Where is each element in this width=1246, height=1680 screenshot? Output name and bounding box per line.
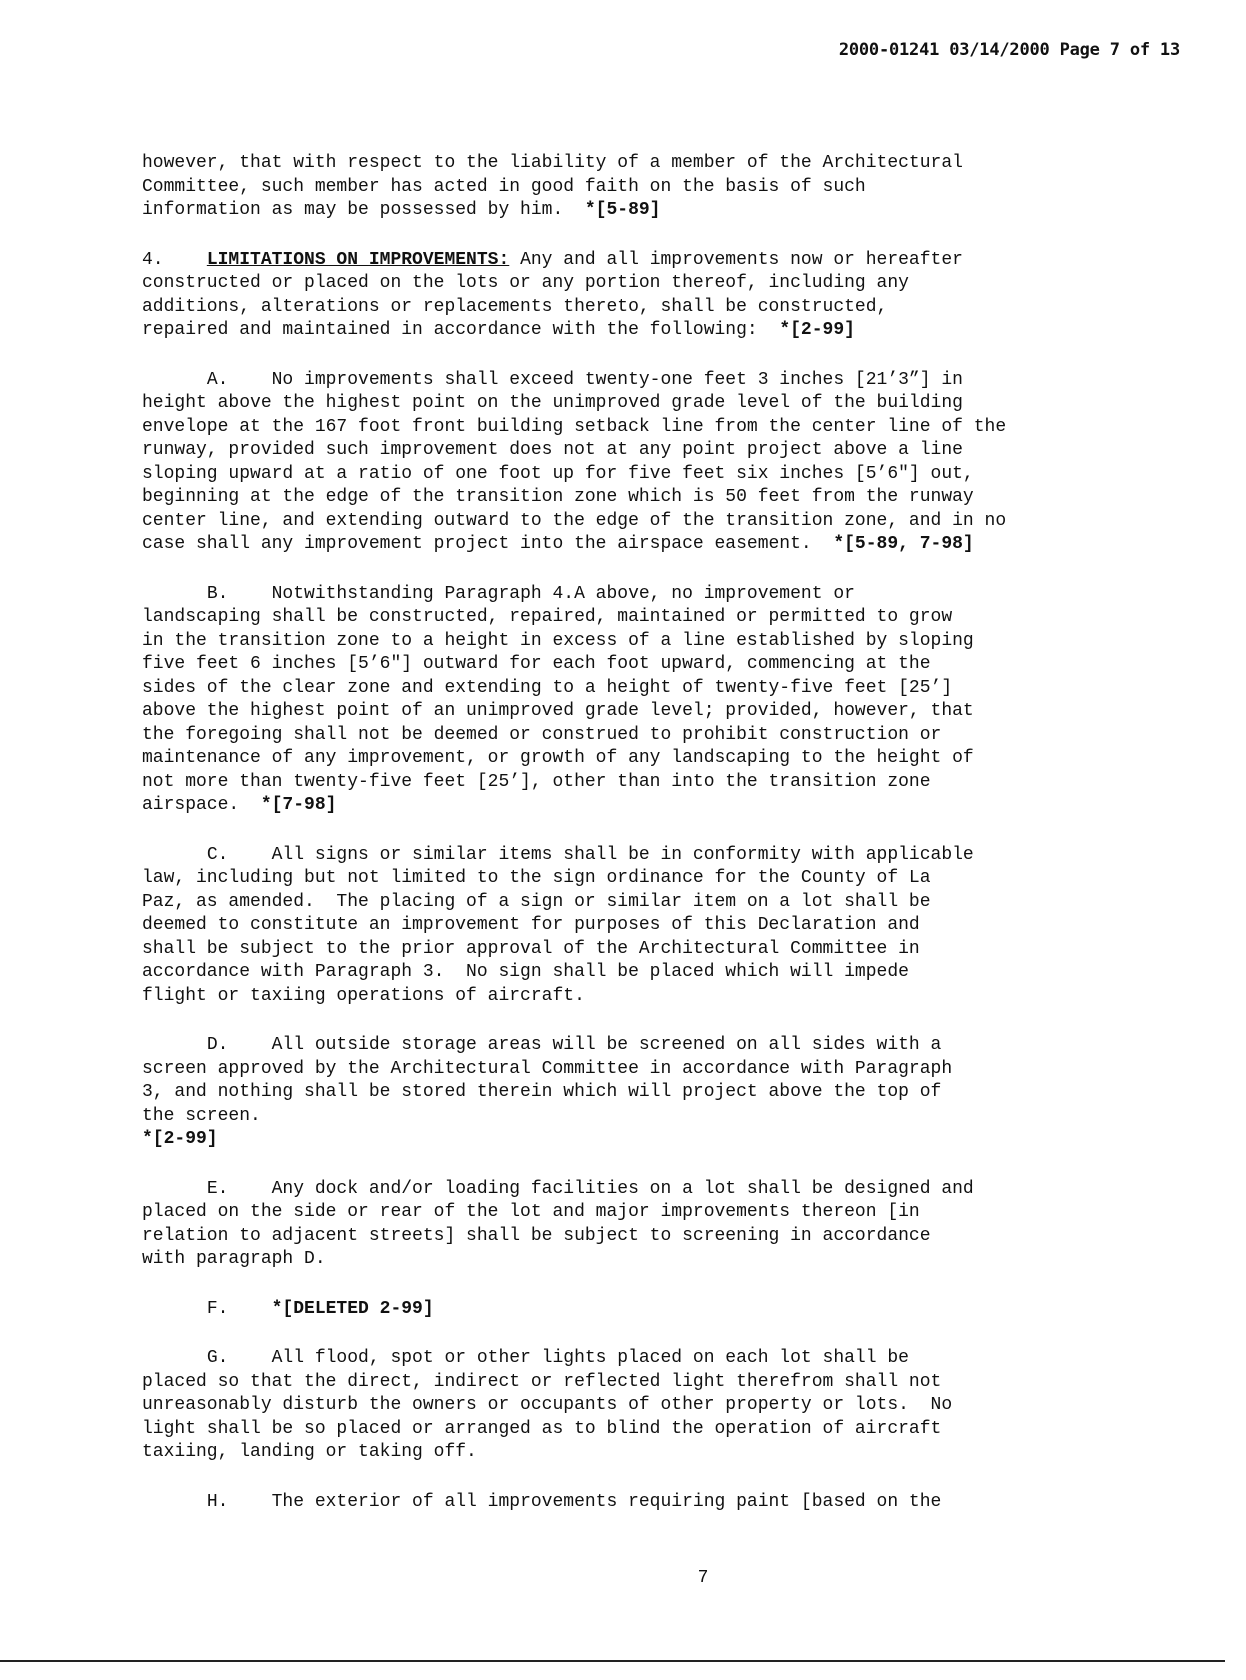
paragraph-4f <box>142 1298 1142 1322</box>
paragraph-4b <box>142 583 1142 818</box>
paragraph-4c <box>142 844 1142 1009</box>
page-number: 7 <box>697 1568 709 1588</box>
paragraph-text: B. Notwithstanding Paragraph 4.A above, no improvement or landscaping shall be constructed, repaired, maintained or permitted to grow in the transition zone to a height in excess of a line established by sloping five feet 6 inches [5’6"] outward for each foot upward, commencing at the sides of the clear zone and extending to a height of twenty-five feet [25’] above the highest point of an unimproved grade level; provided, however, that the foregoing shall not be deemed or construed to prohibit construction or maintenance of any improvement, or growth of any landscaping to the height of not more than twenty-five feet [25’], other than into the transition zone airspace. <box>142 583 974 815</box>
paragraph-text: A. No improvements shall exceed twenty-one feet 3 inches [21’3”] in height above the highest point on the unimproved grade level of the building envelope at the 167 foot front building setback line from the center line of the runway, provided such improvement does not at any point project above a line sloping upward at a ratio of one foot up for five feet six inches [5’6"] out, beginning at the edge of the transition zone which is 50 feet from the runway center line, and extending outward to the edge of the transition zone, and in no case shall any improvement project into the airspace easement. <box>142 369 1007 554</box>
amendment-tag: *[2-99] <box>142 1129 218 1149</box>
document-reference-header: 2000-01241 03/14/2000 Page 7 of 13 <box>838 40 1180 60</box>
paragraph-text: D. All outside storage areas will be screened on all sides with a screen approved by the Architectural Committee in accordance with Paragraph 3, and nothing shall be stored therein which will project above the top of the screen. <box>142 1035 953 1126</box>
paragraph-text: G. All flood, spot or other lights placed on each lot shall be placed so that the direct, indirect or reflected light therefrom shall not unreasonably disturb the owners or occupants of other property or lots. No light shall be so placed or arranged as to blind the operation of aircraft taxiing, landing or taking off. <box>142 1348 953 1462</box>
paragraph-text: H. The exterior of all improvements requiring paint [based on the <box>142 1491 942 1512</box>
amendment-tag: *[5-89] <box>584 200 661 220</box>
page-footer <box>0 1568 1246 1588</box>
paragraph-4d <box>142 1034 1142 1152</box>
paragraph-4h <box>142 1491 1142 1515</box>
paragraph-4 <box>142 249 1142 343</box>
amendment-tag: *[2-99] <box>779 320 855 340</box>
paragraph-4a <box>142 369 1142 557</box>
amendment-tag: *[DELETED 2-99] <box>271 1298 434 1319</box>
amendment-tag: *[7-98] <box>260 795 337 815</box>
bottom-rule <box>0 1660 1225 1662</box>
paragraph-number: 4. <box>142 249 207 270</box>
section-heading: LIMITATIONS ON IMPROVEMENTS: <box>206 249 510 270</box>
paragraph-text: F. <box>142 1298 272 1319</box>
document-body <box>142 152 1142 1540</box>
paragraph-text: however, that with respect to the liability of a member of the Architectural Committee, such member has acted in good faith on the basis of such information as may be possessed by him. <box>142 153 963 220</box>
amendment-tag: *[5-89, 7-98] <box>833 534 974 554</box>
paragraph-text: C. All signs or similar items shall be in conformity with applicable law, including but not limited to the sign ordinance for the County of La Paz, as amended. The placing of a sign or similar item on a lot shall be deemed to constitute an improvement for purposes of this Declaration and shall be subject to the prior approval of the Architectural Committee in accordance with Paragraph 3. No sign shall be placed which will impede flight or taxiing operations of aircraft. <box>142 844 974 1006</box>
paragraph-4g <box>142 1347 1142 1465</box>
paragraph-text: Any and all improvements now or hereafter constructed or placed on the lots or any portion thereof, including any additions, alterations or replacements thereto, shall be constructed, repaired and maintained in accordance with the following: <box>142 249 963 340</box>
paragraph-text: E. Any dock and/or loading facilities on a lot shall be designed and placed on the side or rear of the lot and major improvements thereon [in relation to adjacent streets] shall be subject to screening in accordance with paragraph D. <box>142 1178 974 1269</box>
paragraph-4e <box>142 1178 1142 1272</box>
paragraph-continuation <box>142 152 1142 223</box>
